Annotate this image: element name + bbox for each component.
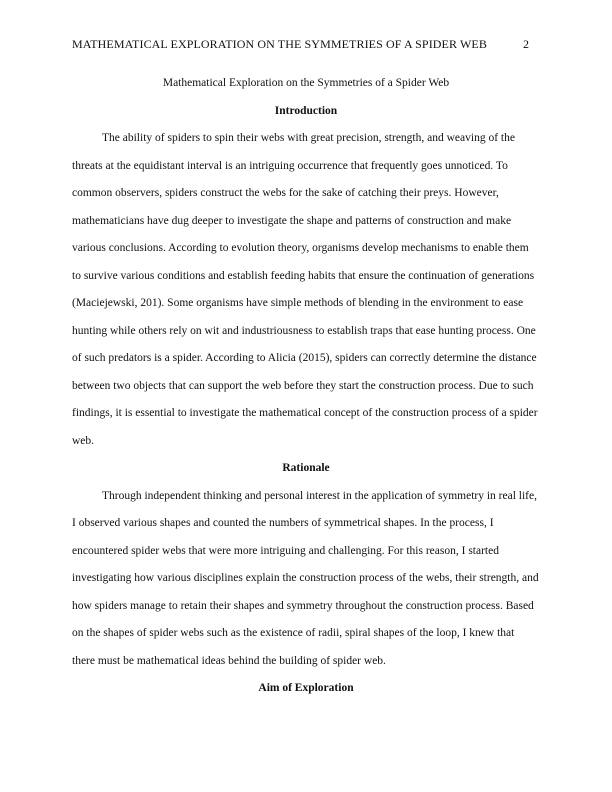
section-heading-rationale: Rationale bbox=[282, 462, 330, 474]
section-heading-introduction: Introduction bbox=[274, 104, 338, 117]
document-title: Mathematical Exploration on the Symmetries of a Spider Web bbox=[162, 77, 450, 89]
page-number: 2 bbox=[523, 37, 529, 51]
section-heading-aim-of-exploration: Aim of Exploration bbox=[258, 682, 354, 694]
running-head: MATHEMATICAL EXPLORATION ON THE SYMMETRIES OF A SPIDER WEB bbox=[72, 37, 487, 51]
document-body bbox=[72, 70, 540, 703]
introduction-paragraph: The ability of spiders to spin their webs with great precision, strength, and weaving of the threats at the equidistant interval is an intriguing occurrence that frequently goes unnoticed. To common observers, spiders construct the webs for the sake of catching their preys. However, mathematicians have dug deeper to investigate the shape and patterns of construction and make various conclusions. According to evolution theory, organisms develop mechanisms to enable them to survive various conditions and establish feeding habits that ensure the continuation of generations (Maciejewski, 201). Some organisms have simple methods of blending in the environment to ease hunting while others rely on wit and industriousness to establish traps that ease hunting process. One of such predators is a spider. According to Alicia (2015), spiders can correctly determine the distance between two objects that can support the web before they start the construction process. Due to such findings, it is essential to investigate the mathematical concept of the construction process of a spider web. bbox=[72, 132, 538, 447]
rationale-paragraph: Through independent thinking and personal interest in the application of symmetry in real life, I observed various shapes and counted the numbers of symmetrical shapes. In the process, I encountered spider webs that were more intriguing and challenging. For this reason, I started investigating how various disciplines explain the construction process of the webs, their strength, and how spiders manage to retain their shapes and symmetry throughout the construction process. Based on the shapes of spider webs such as the existence of radii, spiral shapes of the loop, I knew that there must be mathematical ideas behind the building of spider web. bbox=[72, 489, 539, 667]
